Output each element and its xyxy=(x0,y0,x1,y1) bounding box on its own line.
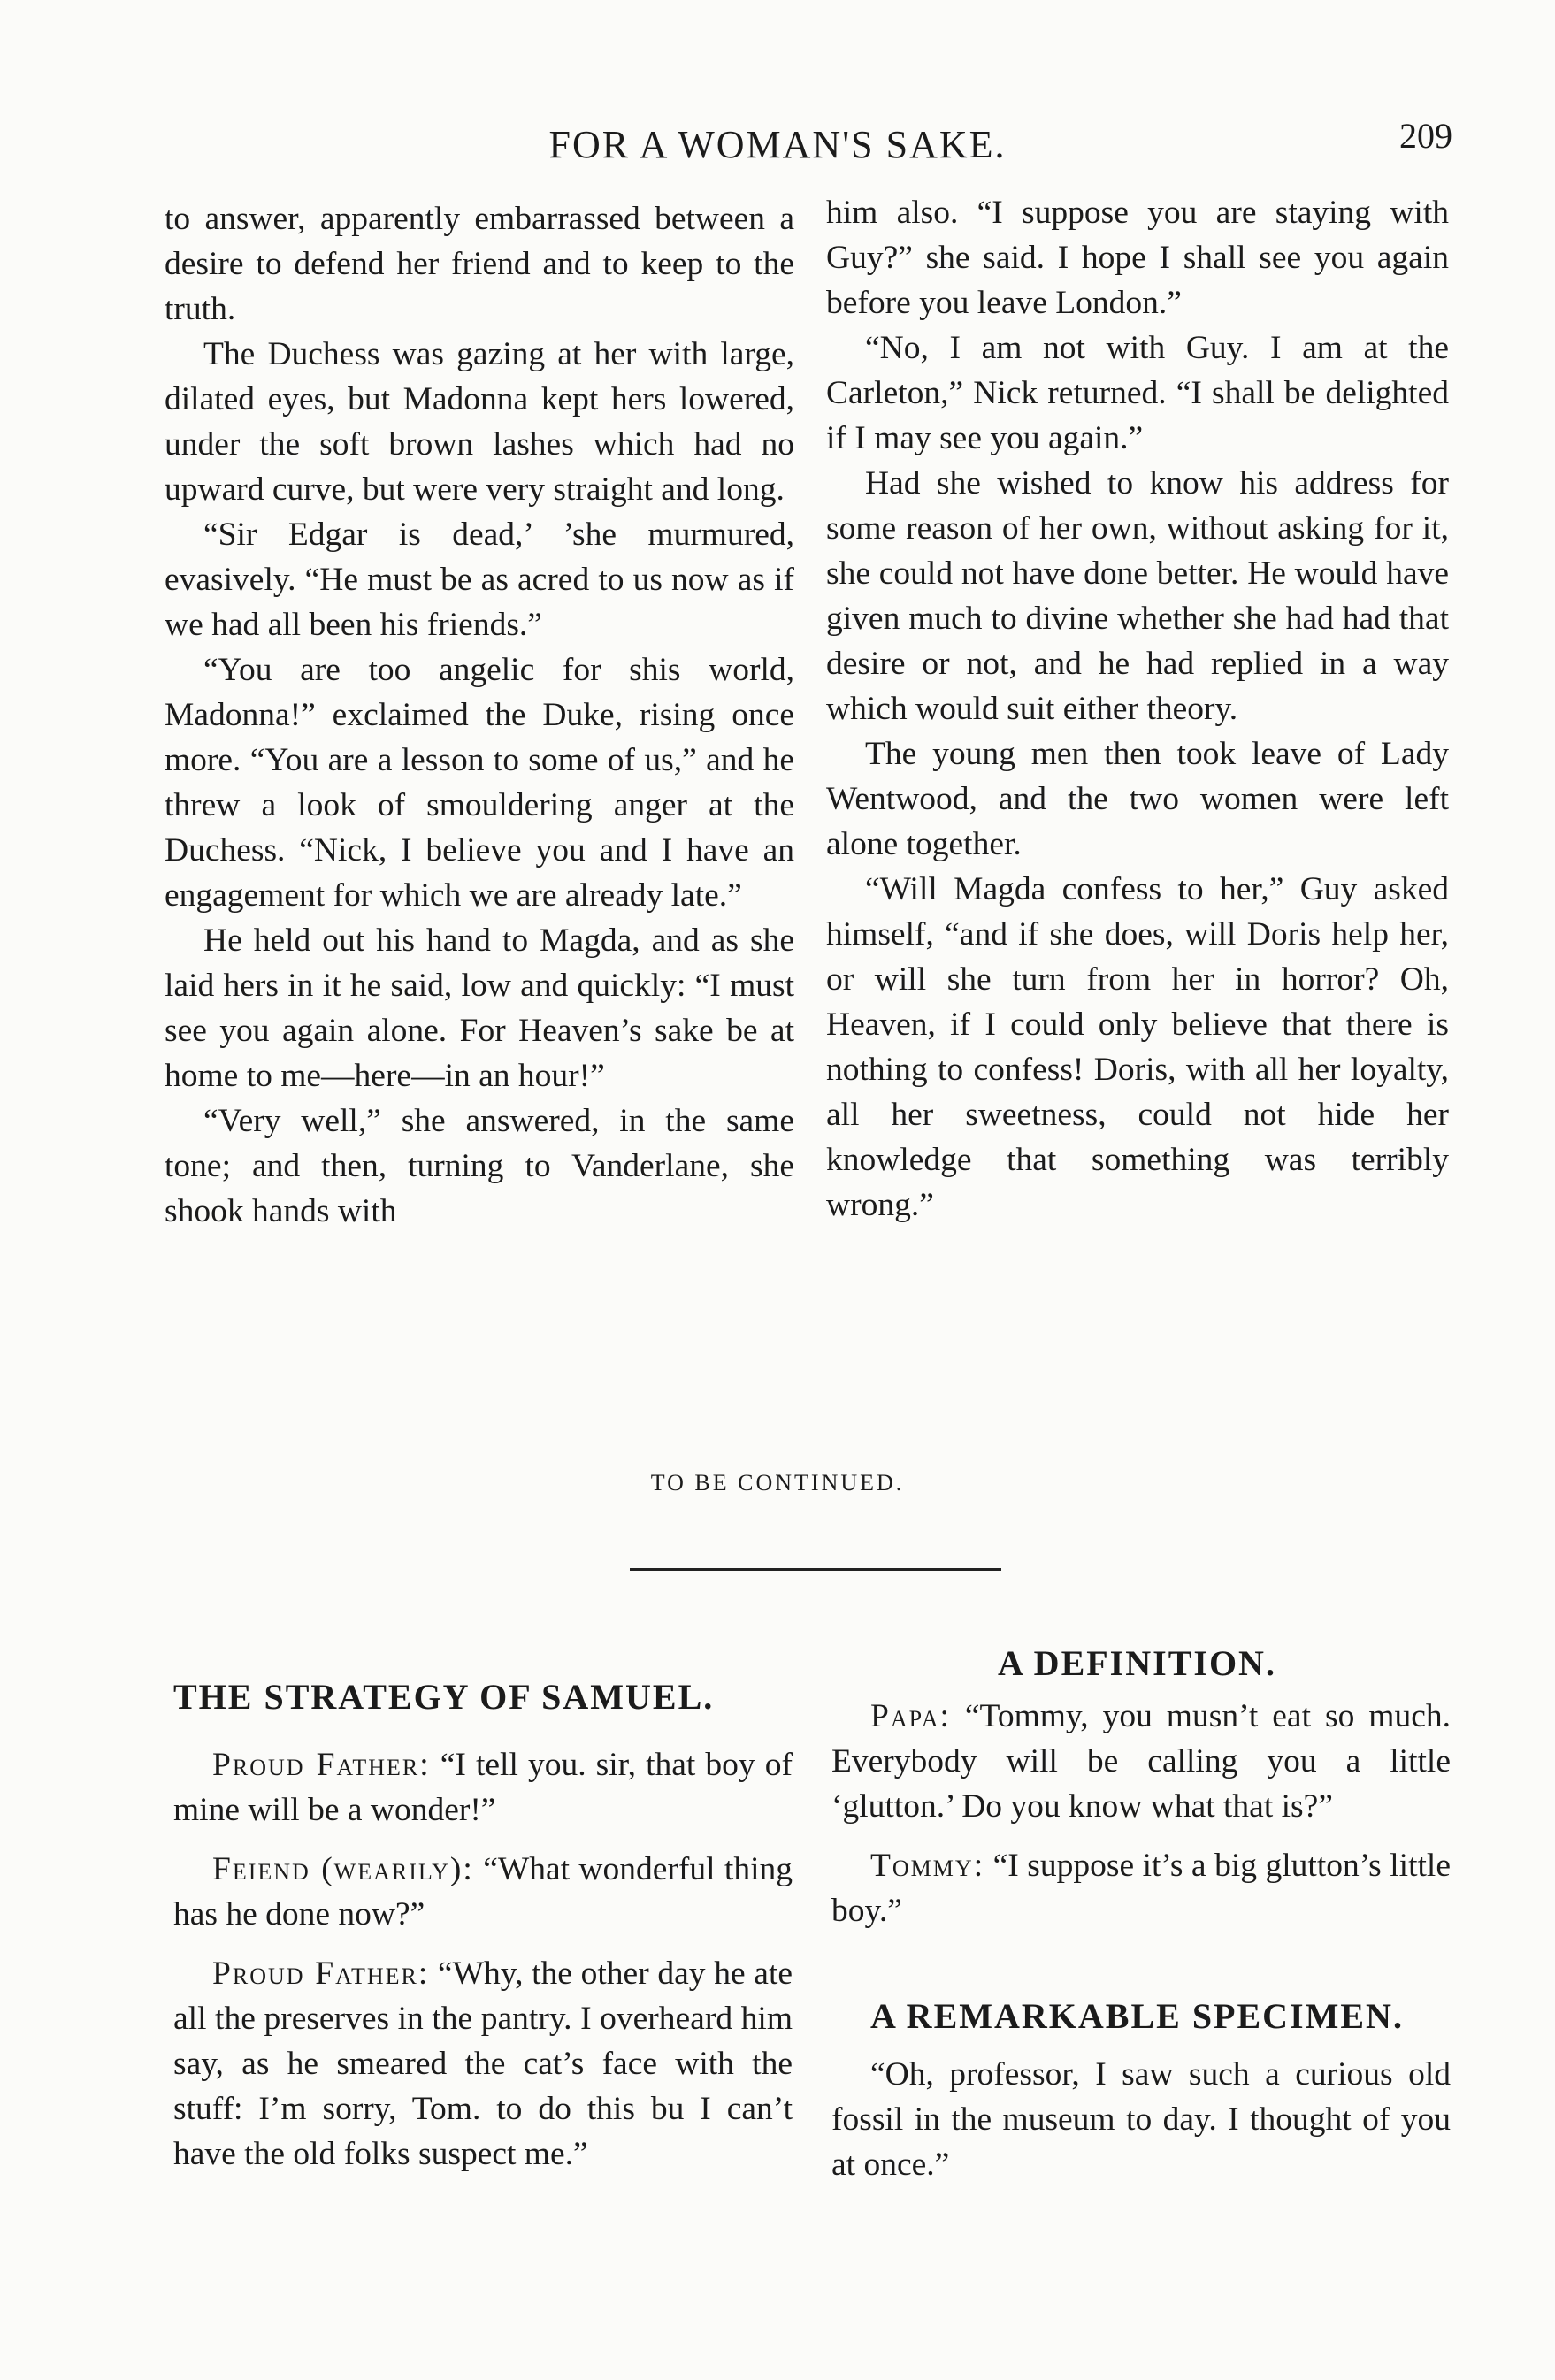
speaker: Papa: xyxy=(870,1698,951,1734)
speaker: Proud Father: xyxy=(212,1747,431,1783)
story-paragraph: “Will Magda confess to her,” Guy asked himself, “and if she does, will Doris help her, or will she turn from her in horror? Oh, Heaven, if I could only believe that there is nothing to confess! Doris, with all her loyalty, all her sweetness, could not hide her knowledge that something was terribly wrong.” xyxy=(826,871,1449,1223)
specimen-title: A REMARKABLE SPECIMEN. xyxy=(870,1996,1404,2036)
specimen-text: “Oh, professor, I saw such a curious old fossil in the museum to day. I thought of you at once.” xyxy=(831,2056,1451,2183)
story-paragraph: “No, I am not with Guy. I am at the Carleton,” Nick returned. “I shall be delighted if I may see you again.” xyxy=(826,330,1449,456)
story-column-left xyxy=(165,196,794,1234)
section-divider xyxy=(630,1568,1001,1571)
speaker: Proud Father: xyxy=(212,1955,430,1992)
strategy-title: THE STRATEGY OF SAMUEL. xyxy=(173,1677,715,1717)
dialogue-line xyxy=(173,1847,793,1937)
dialogue-text: “I tell you. sir, that boy of mine will be a wonder!” xyxy=(173,1747,793,1828)
speaker: Feiend (wearily): xyxy=(212,1851,474,1887)
page-number: 209 xyxy=(1399,116,1452,156)
story-paragraph: Had she wished to know his address for some reason of her own, without asking for it, she could not have done better. He would have given much to divine whether she had had that desire or not, and he had replied in a way which would suit either theory. xyxy=(826,465,1449,727)
dialogue-text: “What wonderful thing has he done now?” xyxy=(173,1851,793,1932)
strategy-body xyxy=(173,1742,793,2191)
running-title: FOR A WOMAN'S SAKE. xyxy=(548,123,1007,166)
story-column-right xyxy=(826,190,1449,1228)
dialogue-line xyxy=(173,1742,793,1833)
story-paragraph: “Very well,” she answered, in the same tone; and then, turning to Vanderlane, she shook hands with xyxy=(165,1103,794,1229)
dialogue-text: “Why, the other day he ate all the preserves in the pantry. I overheard him say, as he smeared the cat’s face with the stuff: I’m sorry, Tom. to do this bu I can’t have the old folks suspect me.” xyxy=(173,1955,793,2172)
story-paragraph: The young men then took leave of Lady Wentwood, and the two women were left alone together. xyxy=(826,736,1449,862)
story-paragraph: “Sir Edgar is dead,’ ’she murmured, evasively. “He must be as acred to us now as if we had all been his friends.” xyxy=(165,517,794,643)
story-paragraph: “You are too angelic for shis world, Madonna!” exclaimed the Duke, rising once more. “You are a lesson to some of us,” and he threw a look of smouldering anger at the Duchess. “Nick, I believe you and I have an engagement for which we are already late.” xyxy=(165,652,794,914)
story-paragraph: He held out his hand to Magda, and as she laid hers in it he said, low and quickly: “I must see you again alone. For Heaven’s sake be at home to me—here—in an hour!” xyxy=(165,922,794,1094)
story-paragraph: The Duchess was gazing at her with large, dilated eyes, but Madonna kept hers lowered, under the soft brown lashes which had no upward curve, but were very straight and long. xyxy=(165,336,794,508)
definition-body xyxy=(831,1694,1451,1948)
to-be-continued-note: TO BE CONTINUED. xyxy=(650,1470,905,1496)
speaker: Tommy: xyxy=(870,1848,985,1884)
dialogue-line xyxy=(173,1951,793,2177)
dialogue-text: “Tommy, you musn’t eat so much. Everybody will be calling you a little ‘glutton.’ Do you know what that is?” xyxy=(831,1698,1451,1825)
dialogue-text: “I suppose it’s a big glutton’s little boy.” xyxy=(831,1848,1451,1929)
story-paragraph: him also. “I suppose you are staying with Guy?” she said. I hope I shall see you again before you leave London.” xyxy=(826,195,1449,321)
definition-title: A DEFINITION. xyxy=(998,1643,1276,1683)
story-paragraph: to answer, apparently embarrassed between a desire to defend her friend and to keep to the truth. xyxy=(165,201,794,327)
specimen-body xyxy=(831,2052,1451,2201)
dialogue-line xyxy=(831,1694,1451,1829)
dialogue-line xyxy=(831,1843,1451,1933)
